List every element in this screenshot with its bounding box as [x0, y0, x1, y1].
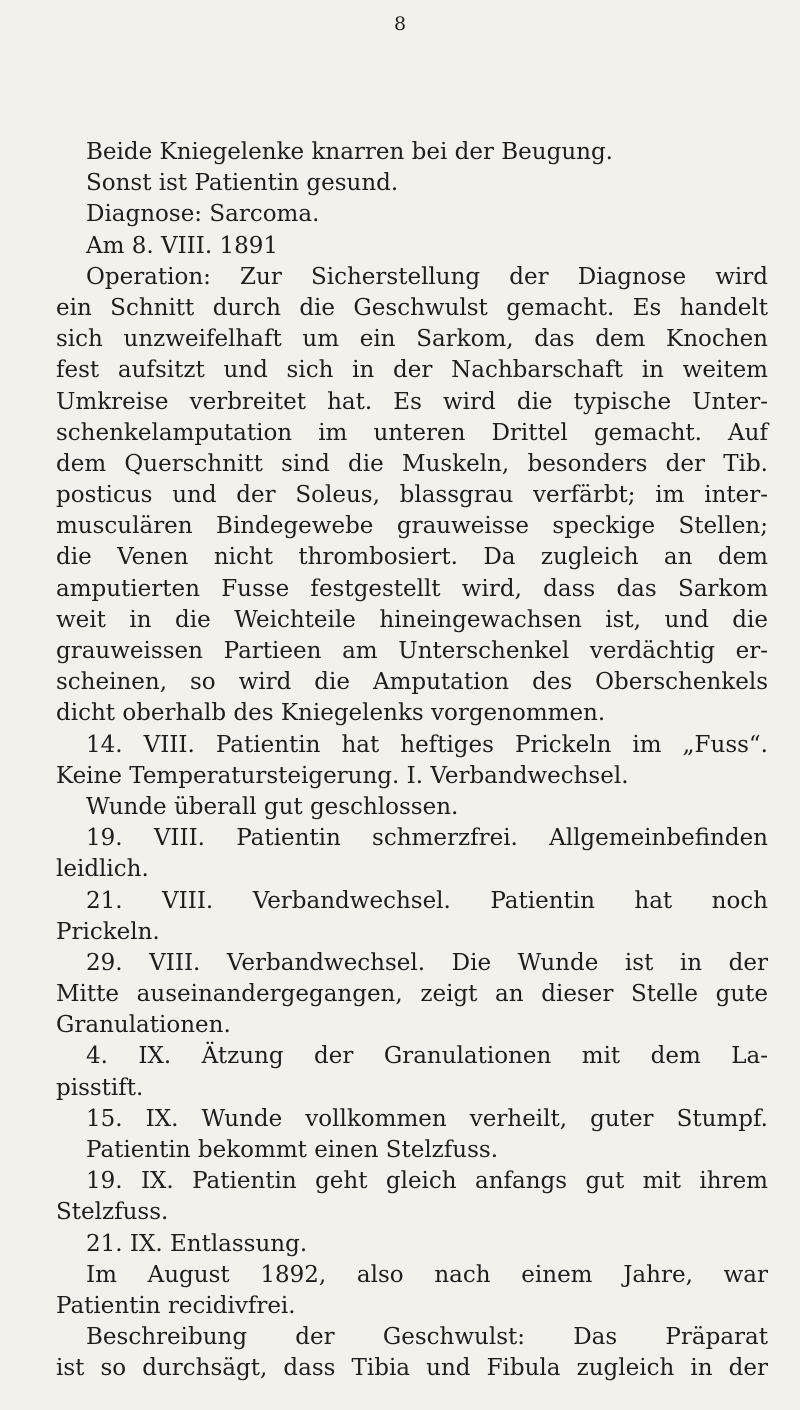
text-line: musculären Bindegewebe grauweisse speckige Stellen; — [56, 513, 768, 540]
text-line: leidlich. — [56, 856, 149, 883]
text-line: Prickeln. — [56, 918, 160, 945]
text-line: 21. IX. Entlassung. — [86, 1230, 308, 1257]
text-line: 14. VIII. Patientin hat heftiges Prickeln im „Fuss“. — [86, 731, 768, 758]
text-line: Stelzfuss. — [56, 1199, 169, 1226]
text-line: Beide Kniegelenke knarren bei der Beugung. — [86, 139, 613, 165]
text-line: schenkelamputation im unteren Drittel gemacht. Auf — [56, 419, 768, 446]
text-line: Mitte auseinandergegangen, zeigt an dieser Stelle gute — [56, 981, 768, 1008]
text-line: grauweissen Partieen am Unterschenkel verdächtig er- — [56, 638, 768, 664]
body-text — [56, 137, 768, 1385]
text-line: Patientin bekommt einen Stelzfuss. — [86, 1137, 499, 1163]
text-line: scheinen, so wird die Amputation des Oberschenkels — [56, 669, 768, 696]
text-line: Am 8. VIII. 1891 — [86, 232, 279, 259]
text-line: dicht oberhalb des Kniegelenks vorgenommen. — [56, 700, 606, 727]
text-line: Operation: Zur Sicherstellung der Diagnose wird — [86, 263, 768, 290]
text-line: die Venen nicht thrombosiert. Da zugleich an dem — [56, 544, 768, 571]
page-number: 8 — [393, 13, 407, 35]
text-line: Im August 1892, also nach einem Jahre, war — [86, 1261, 768, 1288]
text-line: amputierten Fusse festgestellt wird, dass das Sarkom — [56, 575, 768, 602]
text-line: 19. VIII. Patientin schmerzfrei. Allgemeinbefinden — [86, 825, 768, 852]
text-line: Beschreibung der Geschwulst: Das Präparat — [86, 1324, 768, 1351]
text-line: ist so durchsägt, dass Tibia und Fibula zugleich in der — [56, 1355, 768, 1382]
text-line: Sonst ist Patientin gesund. — [86, 170, 399, 197]
text-line: 4. IX. Ätzung der Granulationen mit dem La- — [86, 1043, 768, 1070]
text-line: weit in die Weichteile hineingewachsen ist, und die — [56, 606, 768, 633]
text-line: ein Schnitt durch die Geschwulst gemacht. Es handelt — [56, 294, 768, 321]
text-line: Keine Temperatursteigerung. I. Verbandwechsel. — [56, 762, 629, 789]
text-line: sich unzweifelhaft um ein Sarkom, das dem Knochen — [56, 326, 768, 353]
text-line: Wunde überall gut geschlossen. — [86, 793, 459, 820]
text-line: Diagnose: Sarcoma. — [86, 201, 320, 228]
text-line: 29. VIII. Verbandwechsel. Die Wunde ist in der — [86, 949, 768, 976]
text-line: dem Querschnitt sind die Muskeln, besonders der Tib. — [56, 450, 768, 477]
text-line: 15. IX. Wunde vollkommen verheilt, guter Stumpf. — [86, 1105, 768, 1132]
text-line: Granulationen. — [56, 1012, 231, 1039]
text-line: posticus und der Soleus, blassgrau verfärbt; im inter- — [56, 482, 768, 509]
text-line: Umkreise verbreitet hat. Es wird die typische Unter- — [56, 388, 768, 415]
text-line: Patientin recidivfrei. — [56, 1292, 296, 1319]
text-line: fest aufsitzt und sich in der Nachbarschaft in weitem — [56, 357, 768, 384]
text-line: 21. VIII. Verbandwechsel. Patientin hat noch — [86, 887, 768, 914]
text-line: 19. IX. Patientin geht gleich anfangs gut mit ihrem — [86, 1168, 768, 1195]
text-line: pisstift. — [56, 1074, 144, 1101]
